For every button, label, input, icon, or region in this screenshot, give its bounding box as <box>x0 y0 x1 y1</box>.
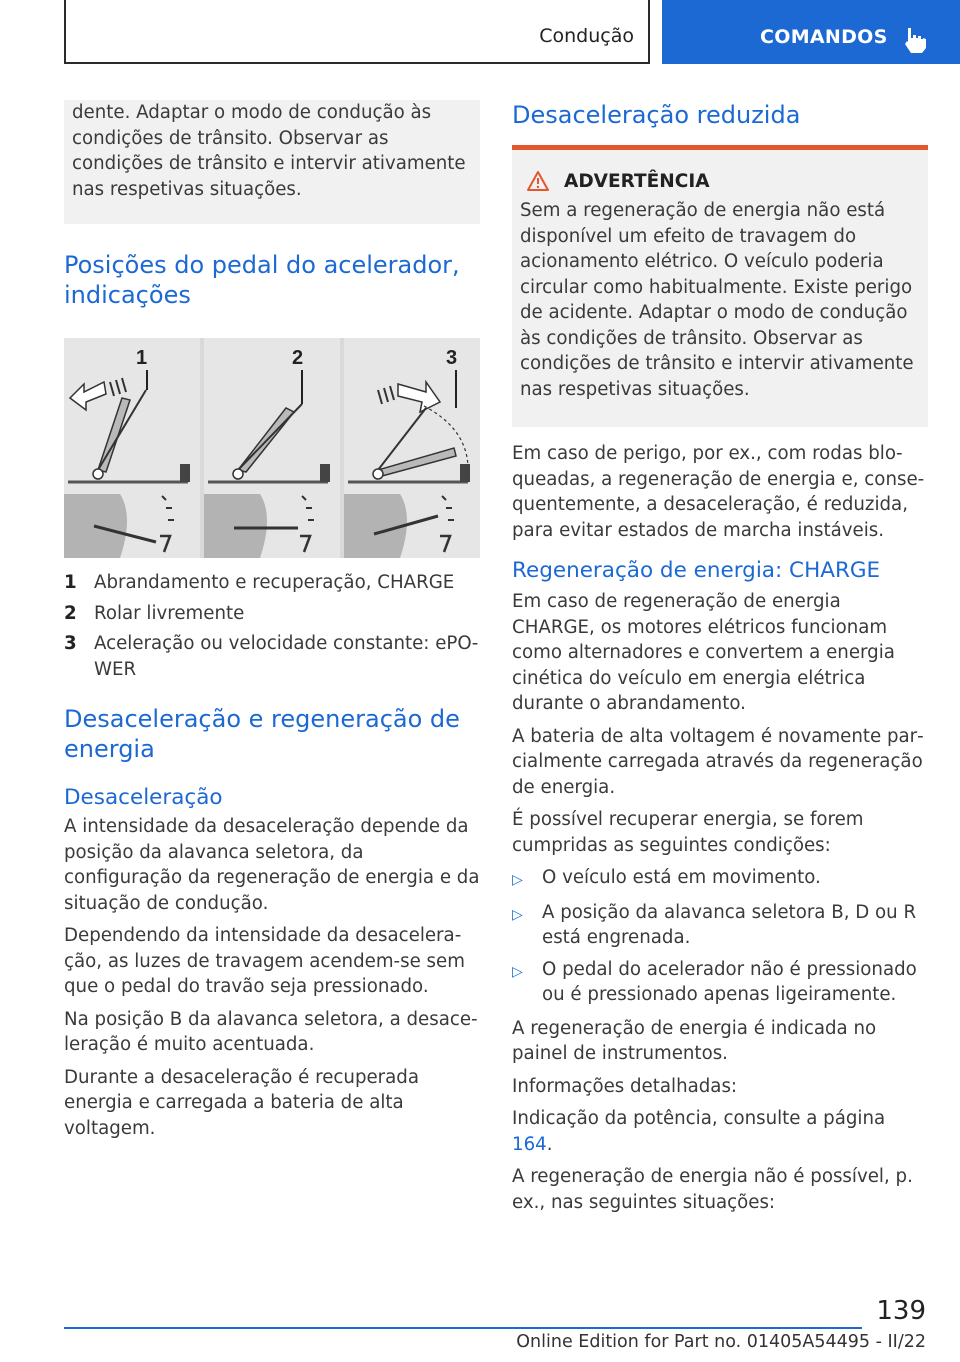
header-section-box <box>64 0 650 64</box>
header-chapter-title: COMANDOS <box>760 26 888 48</box>
legend-text: Rolar livremente <box>94 602 245 624</box>
pedal-panel-2 <box>204 338 340 558</box>
footer-edition: Online Edition for Part no. 01405A54495 - II/22 <box>516 1332 926 1352</box>
panel-number-1: 1 <box>136 347 148 369</box>
paragraph: É possível recuperar energia, se forem cumpridas as seguintes condições: <box>512 809 864 856</box>
warning-title: ADVERTÊNCIA <box>564 170 710 192</box>
list-item-text: O pedal do acelerador não é pressionado ou é pressionado apenas ligeiramente. <box>542 958 917 1005</box>
bullet-triangle-icon: ▷ <box>512 872 523 888</box>
footer-divider <box>64 1327 862 1329</box>
list-item <box>512 865 928 894</box>
right-column <box>512 100 928 1222</box>
paragraph: Dependendo da intensidade da desaceleração, as luzes de travagem acendem-se sem que o pedal do travão seja pressionado. <box>64 925 465 997</box>
panel-number-2: 2 <box>292 347 304 369</box>
list-item <box>512 900 928 951</box>
header-section-title: Condução <box>539 25 634 47</box>
bullet-triangle-icon: ▷ <box>512 963 523 980</box>
intro-box <box>64 100 480 224</box>
paragraph: A regeneração de energia é indicada no painel de instrumentos. <box>512 1017 877 1064</box>
legend-text: Abrandamento e recuperação, CHARGE <box>94 572 455 593</box>
legend-number: 1 <box>64 572 77 593</box>
paragraph: A regeneração de energia não é possível, p. ex., nas seguintes situações: <box>512 1166 913 1213</box>
legend-number: 2 <box>64 602 77 624</box>
paragraph: Em caso de perigo, por ex., com rodas bloqueadas, a regeneração de energia e, consequentemente, a desaceleração, é reduzida, para evitar estados de marcha instáveis. <box>512 443 925 541</box>
legend-number: 3 <box>64 633 77 654</box>
legend-item <box>64 631 480 682</box>
header-chapter-tab[interactable] <box>662 0 960 64</box>
reference-period: . <box>546 1133 553 1155</box>
intro-text: dente. Adaptar o modo de condução às condições de trânsito. Observar as condições de trânsito e intervir ativamente nas respetivas situações. <box>72 102 466 200</box>
pedal-panel-1 <box>64 338 200 558</box>
list-item-text: O veículo está em movimento. <box>542 867 821 888</box>
legend-item <box>64 601 480 627</box>
heading-regeneration-charge: Regeneração de energia: CHARGE <box>512 558 881 583</box>
warning-triangle-icon <box>526 170 550 192</box>
heading-reduced-deceleration: Desaceleração reduzida <box>512 101 801 129</box>
warning-box <box>512 145 928 427</box>
heading-deceleration: Desaceleração <box>64 785 223 810</box>
left-column <box>64 100 480 1148</box>
warning-text: Sem a regeneração de energia não está disponível um efeito de travagem do acionamento elétrico. O veículo poderia circular como habitualmente. Existe perigo de acidente. Adaptar o modo de condução às condições de trânsito. Observar as condições de trânsito e intervir ativamente nas respetivas situações. <box>520 200 914 400</box>
panel-number-3: 3 <box>446 347 458 369</box>
heading-pedal-positions: Posições do pedal do acelerador, indicações <box>64 251 460 309</box>
legend-item <box>64 570 480 596</box>
pedal-figure <box>64 338 480 558</box>
paragraph: A intensidade da desaceleração depende da posição da alavanca seletora, da configuração da regeneração de energia e da situação de condução. <box>64 816 480 914</box>
paragraph: A bateria de alta voltagem é novamente parcialmente carregada através da regeneração de energia. <box>512 725 924 798</box>
list-item <box>512 957 928 1008</box>
warning-header <box>526 170 920 192</box>
paragraph: Em caso de regeneração de energia CHARGE, os motores elétricos funcionam como alternadores e convertem a energia cinética do veículo em energia elétrica durante o abrandamento. <box>512 591 895 714</box>
paragraph: Na posição B da alavanca seletora, a desaceleração é muito acentuada. <box>64 1008 478 1055</box>
paragraph: Durante a desaceleração é recuperada energia e carregada a bateria de alta voltagem. <box>64 1066 419 1139</box>
reference-text: Indicação da potência, consulte a página <box>512 1108 886 1129</box>
list-item-text: A posição da alavanca seletora B, D ou R está engrenada. <box>542 901 917 948</box>
bullet-triangle-icon: ▷ <box>512 906 523 923</box>
hand-pointer-icon <box>902 26 928 54</box>
pedal-panel-3 <box>344 338 480 558</box>
paragraph-page-reference <box>512 1106 928 1157</box>
figure-legend <box>64 570 480 682</box>
legend-text: Aceleração ou velocidade constante: ePOWER <box>94 633 479 680</box>
page-number: 139 <box>876 1296 926 1326</box>
heading-deceleration-regeneration: Desaceleração e regeneração de energia <box>64 705 460 763</box>
paragraph: Informações detalhadas: <box>512 1075 738 1097</box>
page-link-164[interactable]: 164 <box>512 1133 547 1155</box>
conditions-list <box>512 865 928 1008</box>
